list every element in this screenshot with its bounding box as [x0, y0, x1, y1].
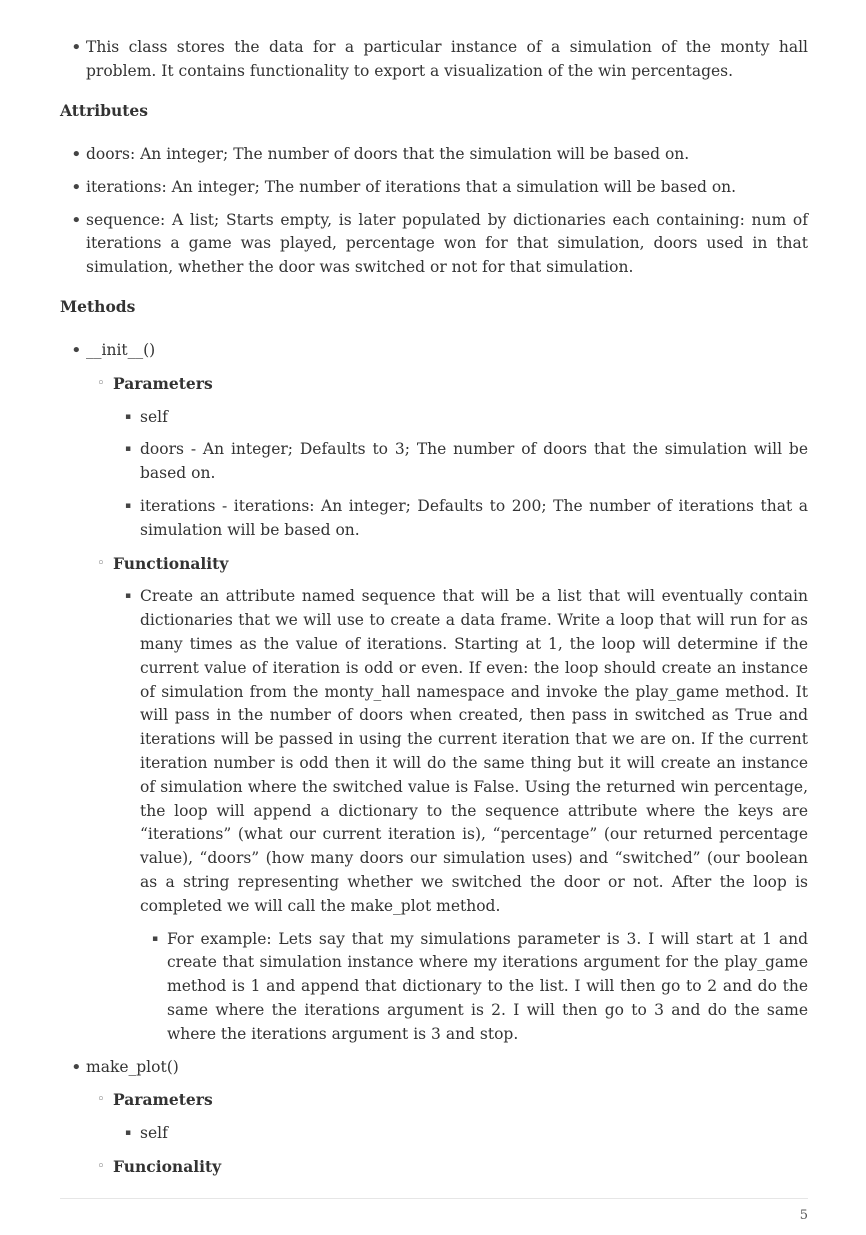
make-plot-params-list	[113, 1122, 808, 1146]
page-number: 5	[799, 1208, 808, 1223]
example-list	[140, 928, 808, 1047]
method-make-plot	[60, 1056, 808, 1180]
param-item: ▪ self	[113, 1122, 808, 1146]
footer-divider	[60, 1198, 808, 1199]
functionality-text: Create an attribute named sequence that will be a list that will eventually contain dictionaries that we will use to create a data frame. Write a loop that will run for as many times as the value of iterations. Starting at 1, the loop will determine if the current value of iteration is odd or even. If even: the loop should create an instance of simulation from the monty_hall namespace and invoke the play_game method. It will pass in the number of doors when created, then pass in switched as True and iterations will be passed in using the current iteration that we are on. If the current iteration number is odd then it will do the same thing but it will create an instance of simulation where the switched value is False. Using the returned win percentage, the loop will append a dictionary to the sequence attribute where the keys are “iterations” (what our current iteration is), “percentage” (our returned percentage value), “doors” (how many doors our simulation uses) and “switched” (our boolean as a string representing whether we switched the door or not. After the loop is completed we will call the make_plot method.	[140, 587, 808, 915]
make-plot-parameters-heading: Parameters	[113, 1090, 213, 1110]
init-params-list	[113, 406, 808, 543]
functionality-item	[113, 585, 808, 1046]
make-plot-parameters	[86, 1088, 808, 1146]
attribute-item: • iterations: An integer; The number of iterations that a simulation will be based on.	[60, 176, 808, 200]
init-functionality	[86, 552, 808, 1047]
methods-title: Methods	[60, 297, 136, 316]
method-init-name: __init__()	[86, 341, 156, 359]
methods-list	[60, 339, 808, 1180]
init-parameters	[86, 372, 808, 543]
param-item: ▪ self	[113, 406, 808, 430]
intro-item: • This class stores the data for a particular instance of a simulation of the monty hall problem. It contains functionality to export a visualization of the win percentages.	[60, 36, 808, 84]
intro-list	[60, 36, 808, 84]
init-functionality-heading: Functionality	[113, 553, 229, 573]
example-item: ▪ For example: Lets say that my simulations parameter is 3. I will start at 1 and create that simulation instance where my iterations argument for the play_game method is 1 and append that dictionary to the list. I will then go to 2 and do the same where the iterations argument is 2. I will then go to 3 and do the same where the iterations argument is 3 and stop.	[140, 928, 808, 1047]
method-init	[60, 339, 808, 1047]
param-item: ▪ doors - An integer; Defaults to 3; The number of doors that the simulation will be based on.	[113, 438, 808, 486]
attributes-list	[60, 143, 808, 280]
init-parameters-heading: Parameters	[113, 373, 213, 393]
init-sections	[86, 372, 808, 1047]
param-item: ▪ iterations - iterations: An integer; Defaults to 200; The number of iterations that a simulation will be based on.	[113, 495, 808, 543]
attribute-item: • sequence: A list; Starts empty, is later populated by dictionaries each containing: num of iterations a game was played, percentage won for that simulation, doors used in that simulation, whether the door was switched or not for that simulation.	[60, 209, 808, 280]
make-plot-functionality-heading: Funcionality	[113, 1156, 222, 1176]
attribute-item: • doors: An integer; The number of doors that the simulation will be based on.	[60, 143, 808, 167]
attributes-title: Attributes	[60, 101, 148, 120]
make-plot-functionality	[86, 1155, 808, 1180]
make-plot-sections	[86, 1088, 808, 1179]
method-make-plot-name: make_plot()	[86, 1057, 179, 1076]
init-func-list	[113, 585, 808, 1046]
